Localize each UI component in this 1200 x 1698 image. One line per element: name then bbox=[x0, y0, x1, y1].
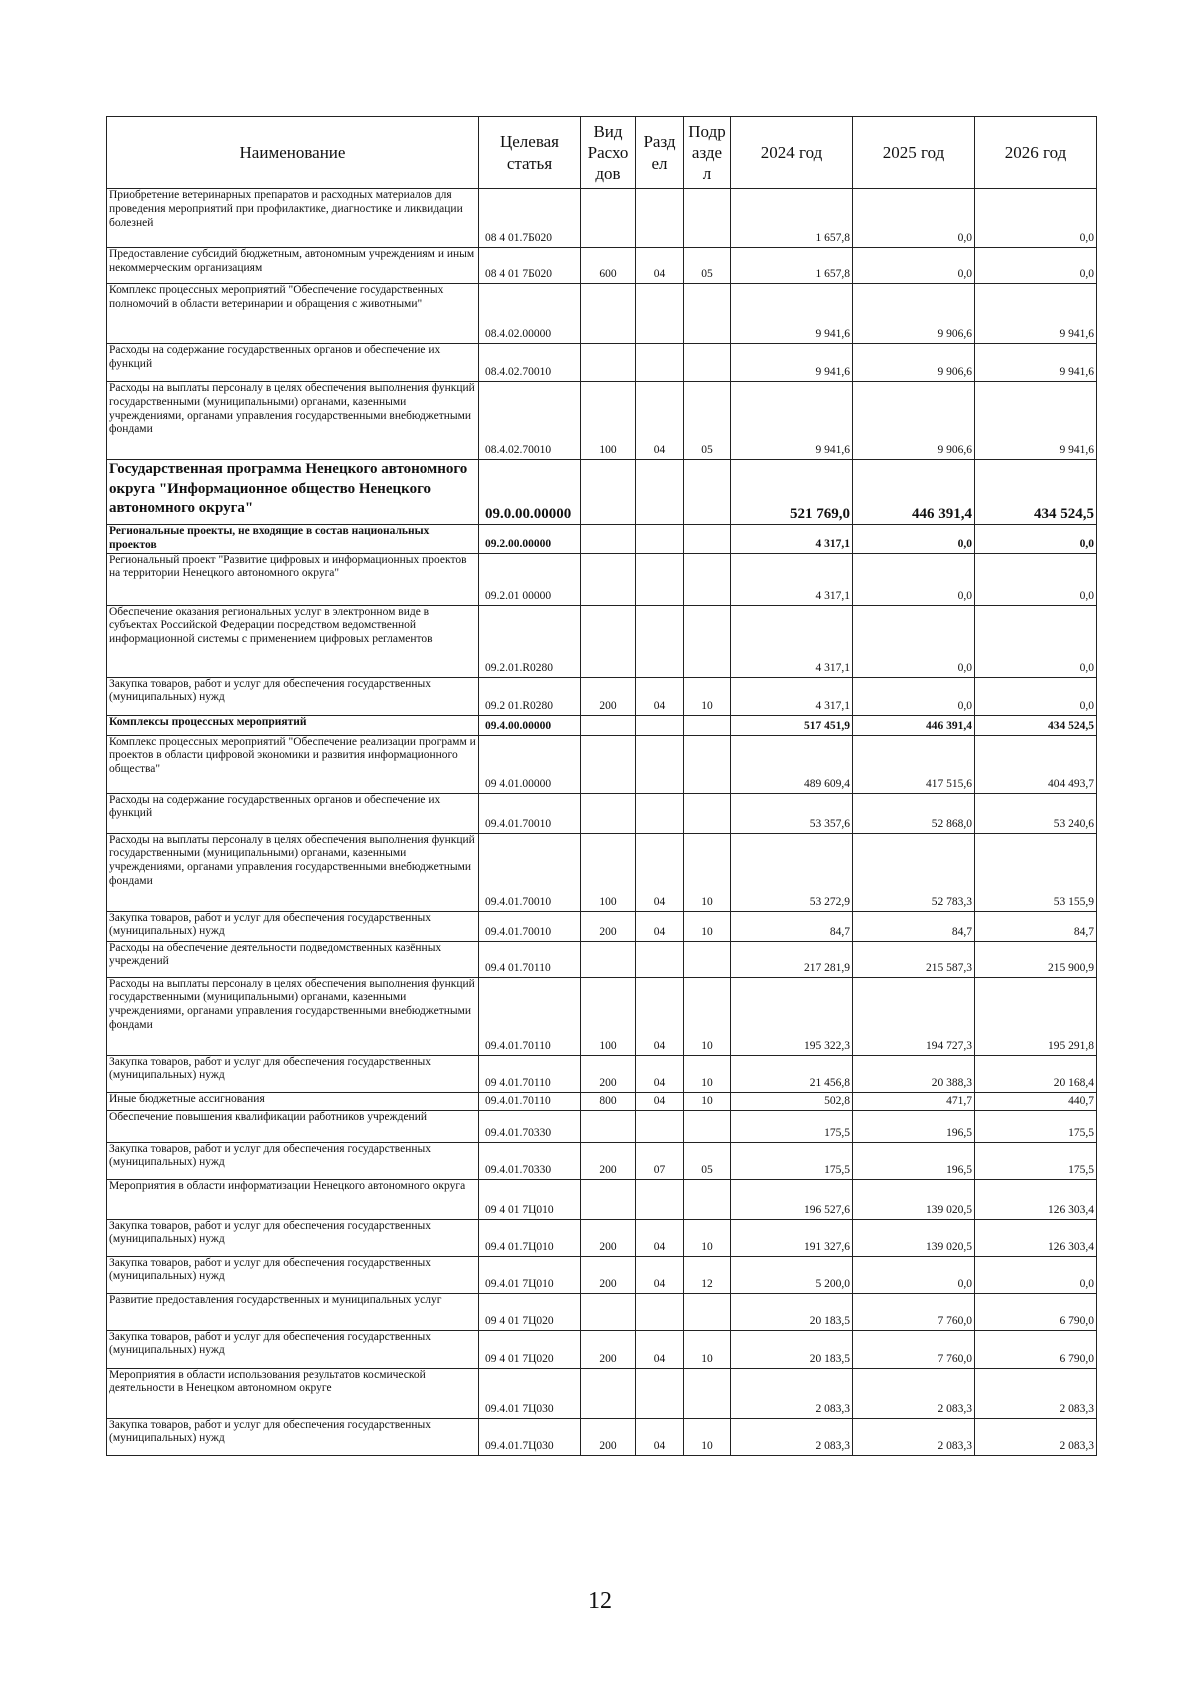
cell-section: 04 bbox=[636, 1055, 684, 1092]
cell-section: 04 bbox=[636, 1330, 684, 1368]
cell-subsection: 05 bbox=[684, 382, 731, 460]
cell-2026: 9 941,6 bbox=[975, 382, 1097, 460]
cell-2026: 0,0 bbox=[975, 553, 1097, 605]
table-row bbox=[107, 525, 1097, 554]
cell-section bbox=[636, 189, 684, 248]
cell-2024: 175,5 bbox=[731, 1142, 853, 1179]
cell-name: Закупка товаров, работ и услуг для обеспечения государственных (муниципальных) нужд bbox=[107, 1142, 479, 1179]
cell-subsection: 10 bbox=[684, 911, 731, 941]
cell-subsection bbox=[684, 189, 731, 248]
cell-section: 04 bbox=[636, 677, 684, 715]
header-line: статья bbox=[506, 153, 553, 173]
cell-subsection bbox=[684, 1293, 731, 1330]
cell-section bbox=[636, 793, 684, 833]
cell-expense-type bbox=[581, 1293, 636, 1330]
header-line: Подр bbox=[688, 121, 726, 141]
cell-expense-type: 200 bbox=[581, 911, 636, 941]
cell-subsection bbox=[684, 1110, 731, 1142]
cell-name: Закупка товаров, работ и услуг для обеспечения государственных (муниципальных) нужд bbox=[107, 677, 479, 715]
table-row bbox=[107, 189, 1097, 248]
table-row bbox=[107, 1256, 1097, 1293]
cell-name: Закупка товаров, работ и услуг для обеспечения государственных (муниципальных) нужд bbox=[107, 1418, 479, 1455]
cell-subsection bbox=[684, 1368, 731, 1418]
cell-2024: 191 327,6 bbox=[731, 1219, 853, 1256]
cell-subsection bbox=[684, 735, 731, 793]
cell-2026: 440,7 bbox=[975, 1092, 1097, 1110]
cell-name: Иные бюджетные ассигнования bbox=[107, 1092, 479, 1110]
cell-2026: 9 941,6 bbox=[975, 344, 1097, 382]
table-row bbox=[107, 793, 1097, 833]
cell-name: Развитие предоставления государственных и муниципальных услуг bbox=[107, 1293, 479, 1330]
cell-section bbox=[636, 941, 684, 977]
cell-2024: 4 317,1 bbox=[731, 605, 853, 677]
cell-name: Расходы на содержание государственных органов и обеспечение их функций bbox=[107, 344, 479, 382]
cell-2025: 471,7 bbox=[853, 1092, 975, 1110]
cell-target-article: 09 4 01 7Ц020 bbox=[479, 1330, 581, 1368]
header-subsection bbox=[684, 117, 731, 189]
cell-2025: 52 783,3 bbox=[853, 833, 975, 911]
cell-section bbox=[636, 460, 684, 525]
cell-section bbox=[636, 735, 684, 793]
cell-name: Комплексы процессных мероприятий bbox=[107, 715, 479, 735]
cell-2024: 9 941,6 bbox=[731, 344, 853, 382]
cell-expense-type bbox=[581, 1110, 636, 1142]
cell-2024: 1 657,8 bbox=[731, 248, 853, 284]
header-2024 bbox=[731, 117, 853, 189]
cell-subsection: 10 bbox=[684, 1092, 731, 1110]
cell-name: Расходы на содержание государственных органов и обеспечение их функций bbox=[107, 793, 479, 833]
table-row bbox=[107, 460, 1097, 525]
cell-name: Расходы на выплаты персоналу в целях обеспечения выполнения функций государственными (муниципальными) органами, казенными учреждениями, органами управления государственными внебюджетными фондами bbox=[107, 833, 479, 911]
table-row bbox=[107, 1368, 1097, 1418]
table-row bbox=[107, 1110, 1097, 1142]
cell-expense-type bbox=[581, 553, 636, 605]
cell-2024: 9 941,6 bbox=[731, 284, 853, 344]
cell-section: 07 bbox=[636, 1142, 684, 1179]
table-row bbox=[107, 1179, 1097, 1219]
cell-subsection: 10 bbox=[684, 1418, 731, 1455]
cell-2024: 5 200,0 bbox=[731, 1256, 853, 1293]
cell-2025: 194 727,3 bbox=[853, 977, 975, 1055]
cell-2026: 84,7 bbox=[975, 911, 1097, 941]
table-row bbox=[107, 248, 1097, 284]
cell-2026: 6 790,0 bbox=[975, 1330, 1097, 1368]
cell-2024: 53 357,6 bbox=[731, 793, 853, 833]
cell-2026: 2 083,3 bbox=[975, 1368, 1097, 1418]
cell-name: Мероприятия в области информатизации Ненецкого автономного округа bbox=[107, 1179, 479, 1219]
header-line: 2026 год bbox=[1004, 142, 1067, 162]
cell-target-article: 09 4 01 7Ц010 bbox=[479, 1179, 581, 1219]
cell-name: Государственная программа Ненецкого автономного округа "Информационное общество Ненецкого автономного округа" bbox=[107, 460, 479, 525]
cell-expense-type bbox=[581, 793, 636, 833]
cell-section: 04 bbox=[636, 977, 684, 1055]
cell-2026: 2 083,3 bbox=[975, 1418, 1097, 1455]
cell-2026: 20 168,4 bbox=[975, 1055, 1097, 1092]
cell-name: Расходы на обеспечение деятельности подведомственных казённых учреждений bbox=[107, 941, 479, 977]
table-row bbox=[107, 284, 1097, 344]
cell-subsection bbox=[684, 605, 731, 677]
cell-name: Закупка товаров, работ и услуг для обеспечения государственных (муниципальных) нужд bbox=[107, 1330, 479, 1368]
cell-subsection bbox=[684, 793, 731, 833]
cell-2026: 175,5 bbox=[975, 1110, 1097, 1142]
cell-2026: 434 524,5 bbox=[975, 715, 1097, 735]
cell-2026: 53 240,6 bbox=[975, 793, 1097, 833]
cell-2026: 404 493,7 bbox=[975, 735, 1097, 793]
table-body bbox=[107, 189, 1097, 1456]
cell-name: Региональные проекты, не входящие в состав национальных проектов bbox=[107, 525, 479, 554]
header-name bbox=[107, 117, 479, 189]
cell-subsection: 12 bbox=[684, 1256, 731, 1293]
cell-2024: 20 183,5 bbox=[731, 1330, 853, 1368]
cell-target-article: 09.4 01.70110 bbox=[479, 941, 581, 977]
table-row bbox=[107, 382, 1097, 460]
cell-2025: 139 020,5 bbox=[853, 1179, 975, 1219]
cell-section: 04 bbox=[636, 1418, 684, 1455]
cell-expense-type bbox=[581, 284, 636, 344]
table-row bbox=[107, 677, 1097, 715]
cell-expense-type bbox=[581, 1179, 636, 1219]
cell-subsection bbox=[684, 941, 731, 977]
table-row bbox=[107, 715, 1097, 735]
cell-2026: 9 941,6 bbox=[975, 284, 1097, 344]
cell-2025: 7 760,0 bbox=[853, 1293, 975, 1330]
cell-section bbox=[636, 1293, 684, 1330]
cell-2025: 0,0 bbox=[853, 189, 975, 248]
cell-expense-type bbox=[581, 189, 636, 248]
cell-target-article: 09.2 01.R0280 bbox=[479, 677, 581, 715]
cell-2025: 0,0 bbox=[853, 1256, 975, 1293]
cell-2026: 215 900,9 bbox=[975, 941, 1097, 977]
cell-2025: 0,0 bbox=[853, 248, 975, 284]
table-row bbox=[107, 1092, 1097, 1110]
cell-expense-type: 600 bbox=[581, 248, 636, 284]
header-line: ел bbox=[651, 153, 668, 173]
cell-subsection bbox=[684, 344, 731, 382]
header-line: Вид bbox=[593, 121, 623, 141]
cell-2024: 2 083,3 bbox=[731, 1368, 853, 1418]
cell-expense-type: 200 bbox=[581, 1256, 636, 1293]
cell-2026: 126 303,4 bbox=[975, 1179, 1097, 1219]
cell-target-article: 09.4.01.70010 bbox=[479, 833, 581, 911]
cell-target-article: 09.4.01 7Ц010 bbox=[479, 1256, 581, 1293]
table-row bbox=[107, 1418, 1097, 1455]
cell-subsection: 10 bbox=[684, 677, 731, 715]
cell-2025: 52 868,0 bbox=[853, 793, 975, 833]
cell-section: 04 bbox=[636, 833, 684, 911]
cell-2026: 126 303,4 bbox=[975, 1219, 1097, 1256]
cell-target-article: 09.4.01.70010 bbox=[479, 911, 581, 941]
table-row bbox=[107, 833, 1097, 911]
cell-subsection bbox=[684, 525, 731, 554]
cell-2024: 53 272,9 bbox=[731, 833, 853, 911]
cell-name: Закупка товаров, работ и услуг для обеспечения государственных (муниципальных) нужд bbox=[107, 1256, 479, 1293]
cell-expense-type: 200 bbox=[581, 1219, 636, 1256]
cell-expense-type: 100 bbox=[581, 833, 636, 911]
cell-2025: 446 391,4 bbox=[853, 715, 975, 735]
cell-2024: 20 183,5 bbox=[731, 1293, 853, 1330]
cell-target-article: 09 4.01.70110 bbox=[479, 1055, 581, 1092]
cell-2026: 0,0 bbox=[975, 189, 1097, 248]
cell-2024: 1 657,8 bbox=[731, 189, 853, 248]
cell-section bbox=[636, 344, 684, 382]
cell-2024: 517 451,9 bbox=[731, 715, 853, 735]
header-line: Разд bbox=[643, 132, 676, 152]
cell-2025: 20 388,3 bbox=[853, 1055, 975, 1092]
cell-subsection bbox=[684, 284, 731, 344]
cell-name: Предоставление субсидий бюджетным, автономным учреждениям и иным некоммерческим организациям bbox=[107, 248, 479, 284]
cell-section: 04 bbox=[636, 248, 684, 284]
table-row bbox=[107, 1055, 1097, 1092]
cell-target-article: 09.4.01.70110 bbox=[479, 1092, 581, 1110]
table-header-row bbox=[107, 117, 1097, 189]
cell-2025: 139 020,5 bbox=[853, 1219, 975, 1256]
cell-section: 04 bbox=[636, 1219, 684, 1256]
cell-subsection: 05 bbox=[684, 248, 731, 284]
cell-expense-type: 100 bbox=[581, 977, 636, 1055]
cell-2025: 215 587,3 bbox=[853, 941, 975, 977]
cell-2026: 6 790,0 bbox=[975, 1293, 1097, 1330]
cell-section: 04 bbox=[636, 1092, 684, 1110]
header-target-article bbox=[479, 117, 581, 189]
cell-2025: 9 906,6 bbox=[853, 284, 975, 344]
cell-target-article: 09.2.00.00000 bbox=[479, 525, 581, 554]
table-row bbox=[107, 553, 1097, 605]
cell-2024: 4 317,1 bbox=[731, 525, 853, 554]
cell-target-article: 09.4.01.70330 bbox=[479, 1110, 581, 1142]
cell-subsection bbox=[684, 553, 731, 605]
cell-2025: 9 906,6 bbox=[853, 382, 975, 460]
cell-target-article: 09.2.01.R0280 bbox=[479, 605, 581, 677]
cell-name: Закупка товаров, работ и услуг для обеспечения государственных (муниципальных) нужд bbox=[107, 911, 479, 941]
cell-2024: 489 609,4 bbox=[731, 735, 853, 793]
cell-2024: 195 322,3 bbox=[731, 977, 853, 1055]
table-row bbox=[107, 1142, 1097, 1179]
table-row bbox=[107, 977, 1097, 1055]
cell-target-article: 09.4.00.00000 bbox=[479, 715, 581, 735]
table-row bbox=[107, 605, 1097, 677]
cell-expense-type bbox=[581, 525, 636, 554]
cell-2024: 84,7 bbox=[731, 911, 853, 941]
table-row bbox=[107, 911, 1097, 941]
cell-target-article: 09.4.01.70110 bbox=[479, 977, 581, 1055]
cell-target-article: 08 4 01.7Б020 bbox=[479, 189, 581, 248]
table-row bbox=[107, 1330, 1097, 1368]
cell-expense-type bbox=[581, 941, 636, 977]
cell-expense-type: 200 bbox=[581, 1142, 636, 1179]
cell-2026: 0,0 bbox=[975, 525, 1097, 554]
cell-target-article: 09.4.01.70330 bbox=[479, 1142, 581, 1179]
cell-2026: 53 155,9 bbox=[975, 833, 1097, 911]
cell-2026: 0,0 bbox=[975, 677, 1097, 715]
cell-expense-type bbox=[581, 1368, 636, 1418]
cell-expense-type bbox=[581, 344, 636, 382]
cell-name: Закупка товаров, работ и услуг для обеспечения государственных (муниципальных) нужд bbox=[107, 1055, 479, 1092]
cell-name: Обеспечение оказания региональных услуг в электронном виде в субъектах Российской Федерации посредством ведомственной информационной системы с применением цифровых регламентов bbox=[107, 605, 479, 677]
cell-expense-type: 100 bbox=[581, 382, 636, 460]
cell-name: Расходы на выплаты персоналу в целях обеспечения выполнения функций государственными (муниципальными) органами, казенными учреждениями, органами управления государственными внебюджетными фондами bbox=[107, 977, 479, 1055]
cell-2025: 0,0 bbox=[853, 605, 975, 677]
cell-target-article: 09.0.00.00000 bbox=[479, 460, 581, 525]
cell-subsection bbox=[684, 1179, 731, 1219]
cell-2024: 2 083,3 bbox=[731, 1418, 853, 1455]
header-line: Наименование bbox=[239, 142, 346, 162]
cell-section: 04 bbox=[636, 911, 684, 941]
header-line: Расхо bbox=[587, 142, 629, 162]
cell-subsection: 10 bbox=[684, 833, 731, 911]
cell-expense-type: 800 bbox=[581, 1092, 636, 1110]
cell-2026: 175,5 bbox=[975, 1142, 1097, 1179]
cell-2025: 0,0 bbox=[853, 525, 975, 554]
cell-2025: 446 391,4 bbox=[853, 460, 975, 525]
cell-target-article: 09.4.01.7Ц030 bbox=[479, 1418, 581, 1455]
header-line: 2024 год bbox=[760, 142, 823, 162]
table-row bbox=[107, 735, 1097, 793]
cell-expense-type bbox=[581, 715, 636, 735]
header-2026 bbox=[975, 117, 1097, 189]
cell-section: 04 bbox=[636, 382, 684, 460]
cell-2025: 196,5 bbox=[853, 1142, 975, 1179]
cell-2025: 196,5 bbox=[853, 1110, 975, 1142]
cell-target-article: 09.4 01.7Ц010 bbox=[479, 1219, 581, 1256]
budget-table bbox=[106, 116, 1097, 1456]
cell-name: Комплекс процессных мероприятий "Обеспечение реализации программ и проектов в области цифровой экономики и развития информационного общества" bbox=[107, 735, 479, 793]
cell-2024: 217 281,9 bbox=[731, 941, 853, 977]
header-line: л bbox=[702, 164, 712, 184]
cell-subsection: 10 bbox=[684, 977, 731, 1055]
table-row bbox=[107, 1219, 1097, 1256]
cell-section bbox=[636, 1110, 684, 1142]
cell-subsection: 05 bbox=[684, 1142, 731, 1179]
cell-2026: 195 291,8 bbox=[975, 977, 1097, 1055]
cell-subsection: 10 bbox=[684, 1219, 731, 1256]
cell-2026: 0,0 bbox=[975, 248, 1097, 284]
header-line: азде bbox=[691, 142, 723, 162]
cell-section bbox=[636, 553, 684, 605]
header-2025 bbox=[853, 117, 975, 189]
cell-target-article: 09 4 01 7Ц020 bbox=[479, 1293, 581, 1330]
cell-expense-type bbox=[581, 460, 636, 525]
table-row bbox=[107, 344, 1097, 382]
cell-2024: 521 769,0 bbox=[731, 460, 853, 525]
cell-section bbox=[636, 525, 684, 554]
table-row bbox=[107, 941, 1097, 977]
cell-target-article: 08.4.02.70010 bbox=[479, 382, 581, 460]
cell-subsection: 10 bbox=[684, 1055, 731, 1092]
cell-name: Мероприятия в области использования результатов космической деятельности в Ненецком автономном округе bbox=[107, 1368, 479, 1418]
header-section bbox=[636, 117, 684, 189]
cell-subsection bbox=[684, 715, 731, 735]
cell-target-article: 08 4 01 7Б020 bbox=[479, 248, 581, 284]
cell-2026: 434 524,5 bbox=[975, 460, 1097, 525]
cell-2025: 7 760,0 bbox=[853, 1330, 975, 1368]
cell-name: Приобретение ветеринарных препаратов и расходных материалов для проведения мероприятий при профилактике, диагностике и ликвидации болезней bbox=[107, 189, 479, 248]
cell-expense-type bbox=[581, 605, 636, 677]
cell-2024: 21 456,8 bbox=[731, 1055, 853, 1092]
cell-2025: 84,7 bbox=[853, 911, 975, 941]
header-line: Целевая bbox=[499, 132, 560, 152]
cell-section bbox=[636, 284, 684, 344]
page-number: 12 bbox=[588, 1588, 612, 1614]
cell-section: 04 bbox=[636, 1256, 684, 1293]
cell-2024: 175,5 bbox=[731, 1110, 853, 1142]
cell-2024: 4 317,1 bbox=[731, 553, 853, 605]
cell-name: Региональный проект "Развитие цифровых и информационных проектов на территории Ненецкого автономного округа" bbox=[107, 553, 479, 605]
cell-target-article: 09 4.01.00000 bbox=[479, 735, 581, 793]
cell-subsection bbox=[684, 460, 731, 525]
cell-2025: 0,0 bbox=[853, 677, 975, 715]
cell-2024: 502,8 bbox=[731, 1092, 853, 1110]
cell-section bbox=[636, 1179, 684, 1219]
cell-expense-type: 200 bbox=[581, 1330, 636, 1368]
header-line: дов bbox=[595, 164, 621, 184]
cell-name: Комплекс процессных мероприятий "Обеспечение государственных полномочий в области ветеринарии и обращения с животными" bbox=[107, 284, 479, 344]
cell-2025: 2 083,3 bbox=[853, 1368, 975, 1418]
cell-2024: 4 317,1 bbox=[731, 677, 853, 715]
cell-2024: 9 941,6 bbox=[731, 382, 853, 460]
table-row bbox=[107, 1293, 1097, 1330]
cell-name: Закупка товаров, работ и услуг для обеспечения государственных (муниципальных) нужд bbox=[107, 1219, 479, 1256]
cell-2026: 0,0 bbox=[975, 1256, 1097, 1293]
cell-2025: 9 906,6 bbox=[853, 344, 975, 382]
cell-expense-type bbox=[581, 735, 636, 793]
cell-2025: 0,0 bbox=[853, 553, 975, 605]
cell-section bbox=[636, 1368, 684, 1418]
cell-2025: 2 083,3 bbox=[853, 1418, 975, 1455]
cell-name: Обеспечение повышения квалификации работников учреждений bbox=[107, 1110, 479, 1142]
cell-target-article: 08.4.02.00000 bbox=[479, 284, 581, 344]
cell-expense-type: 200 bbox=[581, 1418, 636, 1455]
cell-expense-type: 200 bbox=[581, 677, 636, 715]
cell-target-article: 09.4.01.70010 bbox=[479, 793, 581, 833]
cell-2025: 417 515,6 bbox=[853, 735, 975, 793]
cell-expense-type: 200 bbox=[581, 1055, 636, 1092]
cell-name: Расходы на выплаты персоналу в целях обеспечения выполнения функций государственными (муниципальными) органами, казенными учреждениями, органами управления государственными внебюджетными фондами bbox=[107, 382, 479, 460]
cell-2024: 196 527,6 bbox=[731, 1179, 853, 1219]
cell-target-article: 09.4.01 7Ц030 bbox=[479, 1368, 581, 1418]
cell-target-article: 09.2.01 00000 bbox=[479, 553, 581, 605]
header-expense-type bbox=[581, 117, 636, 189]
header-line: 2025 год bbox=[882, 142, 945, 162]
cell-section bbox=[636, 605, 684, 677]
cell-target-article: 08.4.02.70010 bbox=[479, 344, 581, 382]
cell-subsection: 10 bbox=[684, 1330, 731, 1368]
cell-section bbox=[636, 715, 684, 735]
cell-2026: 0,0 bbox=[975, 605, 1097, 677]
